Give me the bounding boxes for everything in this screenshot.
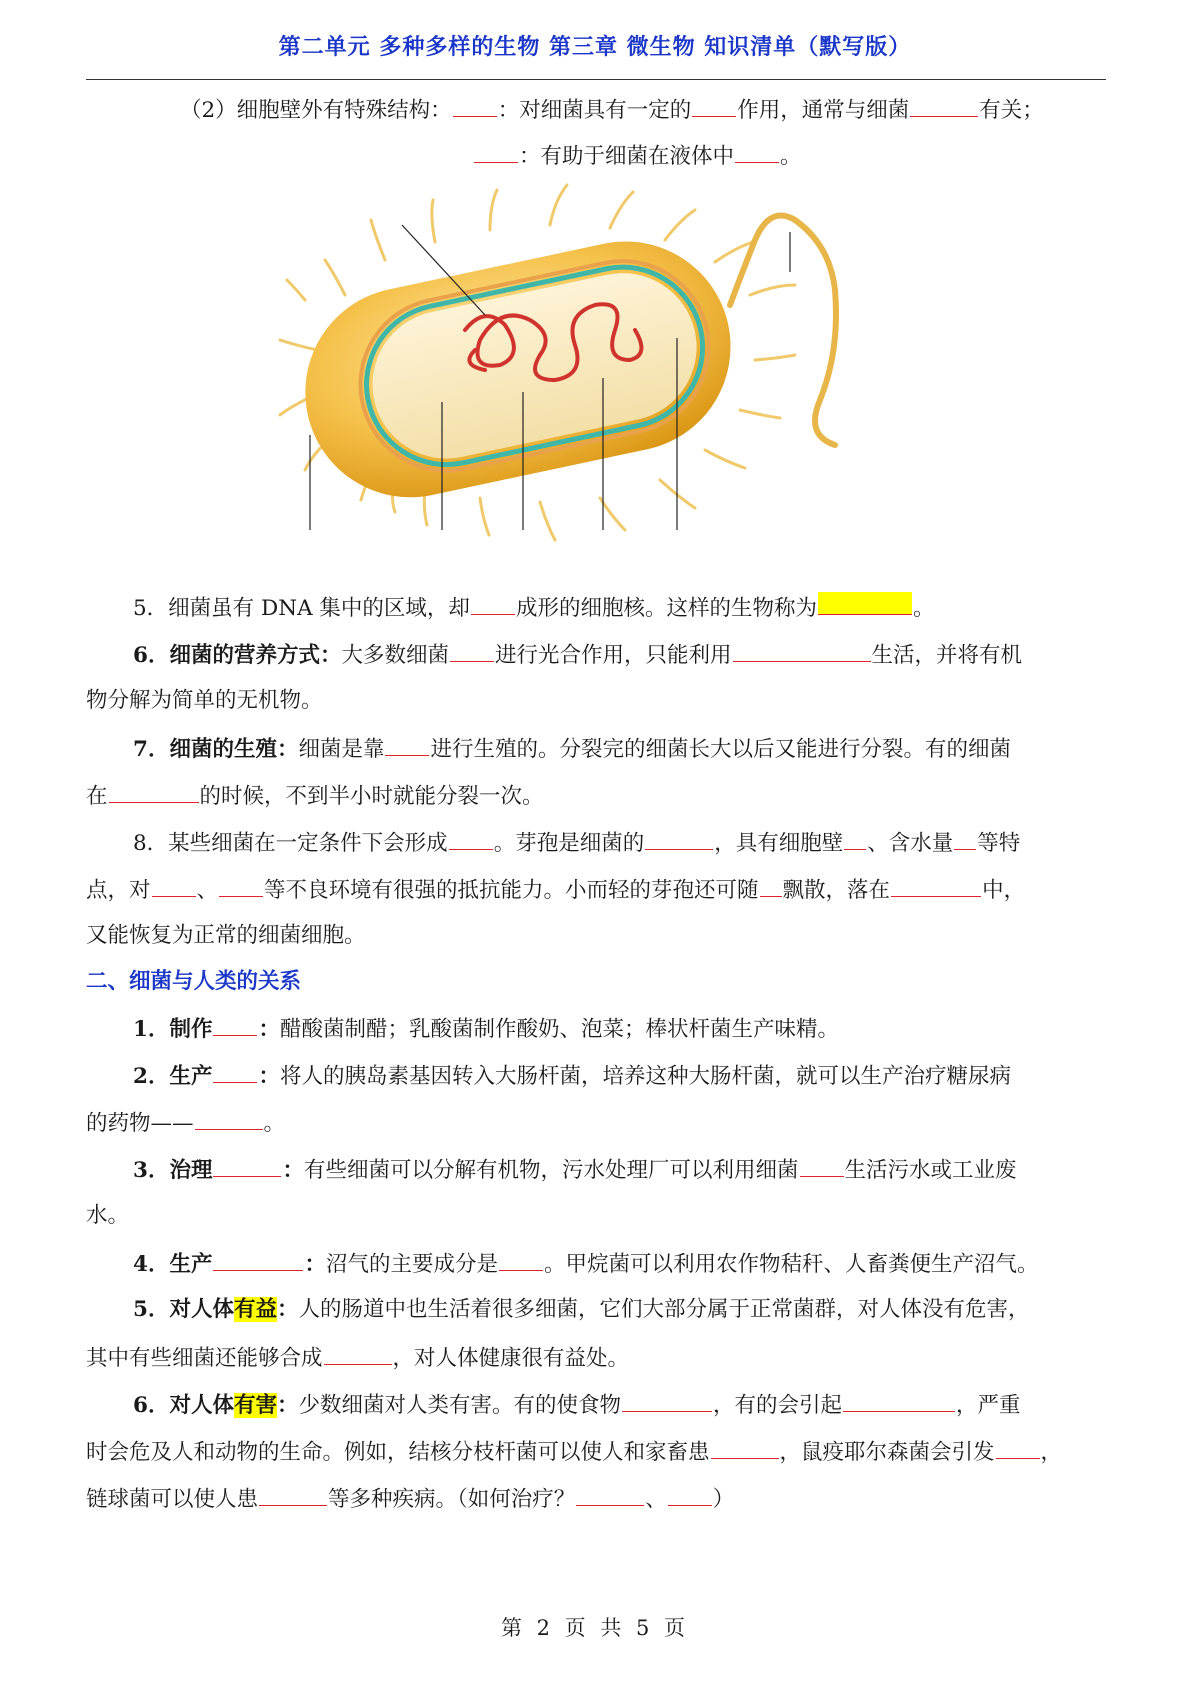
relation-1-line: 1．制作 ：醋酸菌制醋；乳酸菌制作酸奶、泡菜；棒状杆菌生产味精。	[133, 1013, 839, 1045]
relation-3-line-2: 水。	[86, 1203, 130, 1228]
page-header-title: 第二单元 多种多样的生物 第三章 微生物 知识清单（默写版）	[278, 35, 912, 60]
blank-scarlet-fever[interactable]	[259, 1483, 327, 1506]
blank-flagellum[interactable]	[474, 140, 518, 163]
relation-2-line-2: 的药物—— 。	[86, 1107, 285, 1139]
blank-suitable-environment[interactable]	[891, 874, 981, 897]
blank-cold-heat[interactable]	[152, 874, 196, 897]
item-6-line-2: 物分解为简单的无机物。	[86, 688, 323, 713]
blank-cannot[interactable]	[450, 639, 494, 662]
item-8-line-2: 点，对 、 等不良环境有很强的抵抗能力。小而轻的芽孢还可随 飘散，落在 中，	[86, 874, 1025, 906]
header-divider	[86, 79, 1106, 80]
relation-6-line-3: 链球菌可以使人患 等多种疾病。（如何治疗？ 、 ）	[86, 1483, 734, 1515]
blank-clean-energy[interactable]	[213, 1248, 303, 1271]
blank-pollution[interactable]	[213, 1154, 281, 1177]
page-footer: 第 2 页 共 5 页	[500, 1616, 690, 1640]
blank-drought[interactable]	[219, 874, 263, 897]
blank-antibiotics[interactable]	[576, 1483, 644, 1506]
structure-line-1: （2）细胞壁外有特殊结构： ：对细菌具有一定的 作用，通常与细菌 有关；	[180, 94, 1044, 126]
item-7-line-2: 在 的时候，不到半小时就能分裂一次。	[86, 780, 544, 812]
blank-plague[interactable]	[996, 1436, 1040, 1459]
relation-5-line-2: 其中有些细菌还能够合成 ，对人体健康很有益处。	[86, 1342, 629, 1374]
blank-purify[interactable]	[800, 1154, 844, 1177]
blank-no-nucleus[interactable]	[471, 592, 515, 615]
blank-thick[interactable]	[844, 827, 866, 850]
blank-protection[interactable]	[692, 94, 736, 117]
blank-wind[interactable]	[760, 874, 782, 897]
blank-food[interactable]	[213, 1013, 257, 1036]
blank-division[interactable]	[385, 733, 429, 756]
blank-insulin[interactable]	[195, 1107, 263, 1130]
blank-tuberculosis[interactable]	[711, 1436, 779, 1459]
blank-movement[interactable]	[735, 140, 779, 163]
blank-existing-organic[interactable]	[733, 639, 871, 662]
section-2-title: 二、细菌与人类的关系	[86, 969, 302, 994]
structure-line-2: ：有助于细菌在液体中 。	[473, 140, 802, 172]
blank-dormant-body[interactable]	[645, 827, 713, 850]
item-7-line-1: 7．细菌的生殖：细菌是靠 进行生殖的。分裂完的细菌长大以后又能进行分裂。有的细菌	[133, 733, 1011, 765]
blank-pathogenicity[interactable]	[910, 94, 978, 117]
relation-3-line-1: 3．治理 ：有些细菌可以分解有机物，污水处理厂可以利用细菌 生活污水或工业废	[133, 1154, 1017, 1186]
item-8-line-1: 8．某些细菌在一定条件下会形成 。芽孢是细菌的 ，具有细胞壁 、含水量 等特	[133, 827, 1020, 859]
item-5-line: 5．细菌虽有 DNA 集中的区域，却 成形的细胞核。这样的生物称为 。	[133, 592, 934, 624]
blank-suitable-conditions[interactable]	[109, 780, 199, 803]
blank-prokaryote[interactable]	[818, 592, 912, 615]
blank-spoil[interactable]	[622, 1389, 712, 1412]
relation-6-line-1: 6．对人体有害：少数细菌对人类有害。有的使食物 ，有的会引起 ，严重	[133, 1389, 1021, 1421]
blank-low[interactable]	[954, 827, 976, 850]
relation-2-line-1: 2．生产 ：将人的胰岛素基因转入大肠杆菌，培养这种大肠杆菌，就可以生产治疗糖尿病	[133, 1060, 1011, 1092]
bacterium-structure-diagram	[275, 180, 925, 560]
blank-spore[interactable]	[449, 827, 493, 850]
relation-6-line-2: 时会危及人和动物的生命。例如，结核分枝杆菌可以使人和家畜患 ，鼠疫耶尔森菌会引发 ，	[86, 1436, 1062, 1468]
blank-capsule[interactable]	[453, 94, 497, 117]
item-8-line-3: 又能恢复为正常的细菌细胞。	[86, 923, 366, 948]
blank-disease[interactable]	[843, 1389, 955, 1412]
relation-4-line: 4．生产 ：沼气的主要成分是 。甲烷菌可以利用农作物秸秆、人畜粪便生产沼气。	[133, 1248, 1039, 1280]
blank-treatment-2[interactable]	[668, 1483, 712, 1506]
item-6-line-1: 6．细菌的营养方式：大多数细菌 进行光合作用，只能利用 生活，并将有机	[133, 639, 1022, 671]
relation-5-line-1: 5．对人体有益：人的肠道中也生活着很多细菌，它们大部分属于正常菌群，对人体没有危害，	[133, 1297, 1030, 1322]
blank-medicine[interactable]	[213, 1060, 257, 1083]
blank-vitamins[interactable]	[324, 1342, 392, 1365]
blank-methane[interactable]	[499, 1248, 543, 1271]
